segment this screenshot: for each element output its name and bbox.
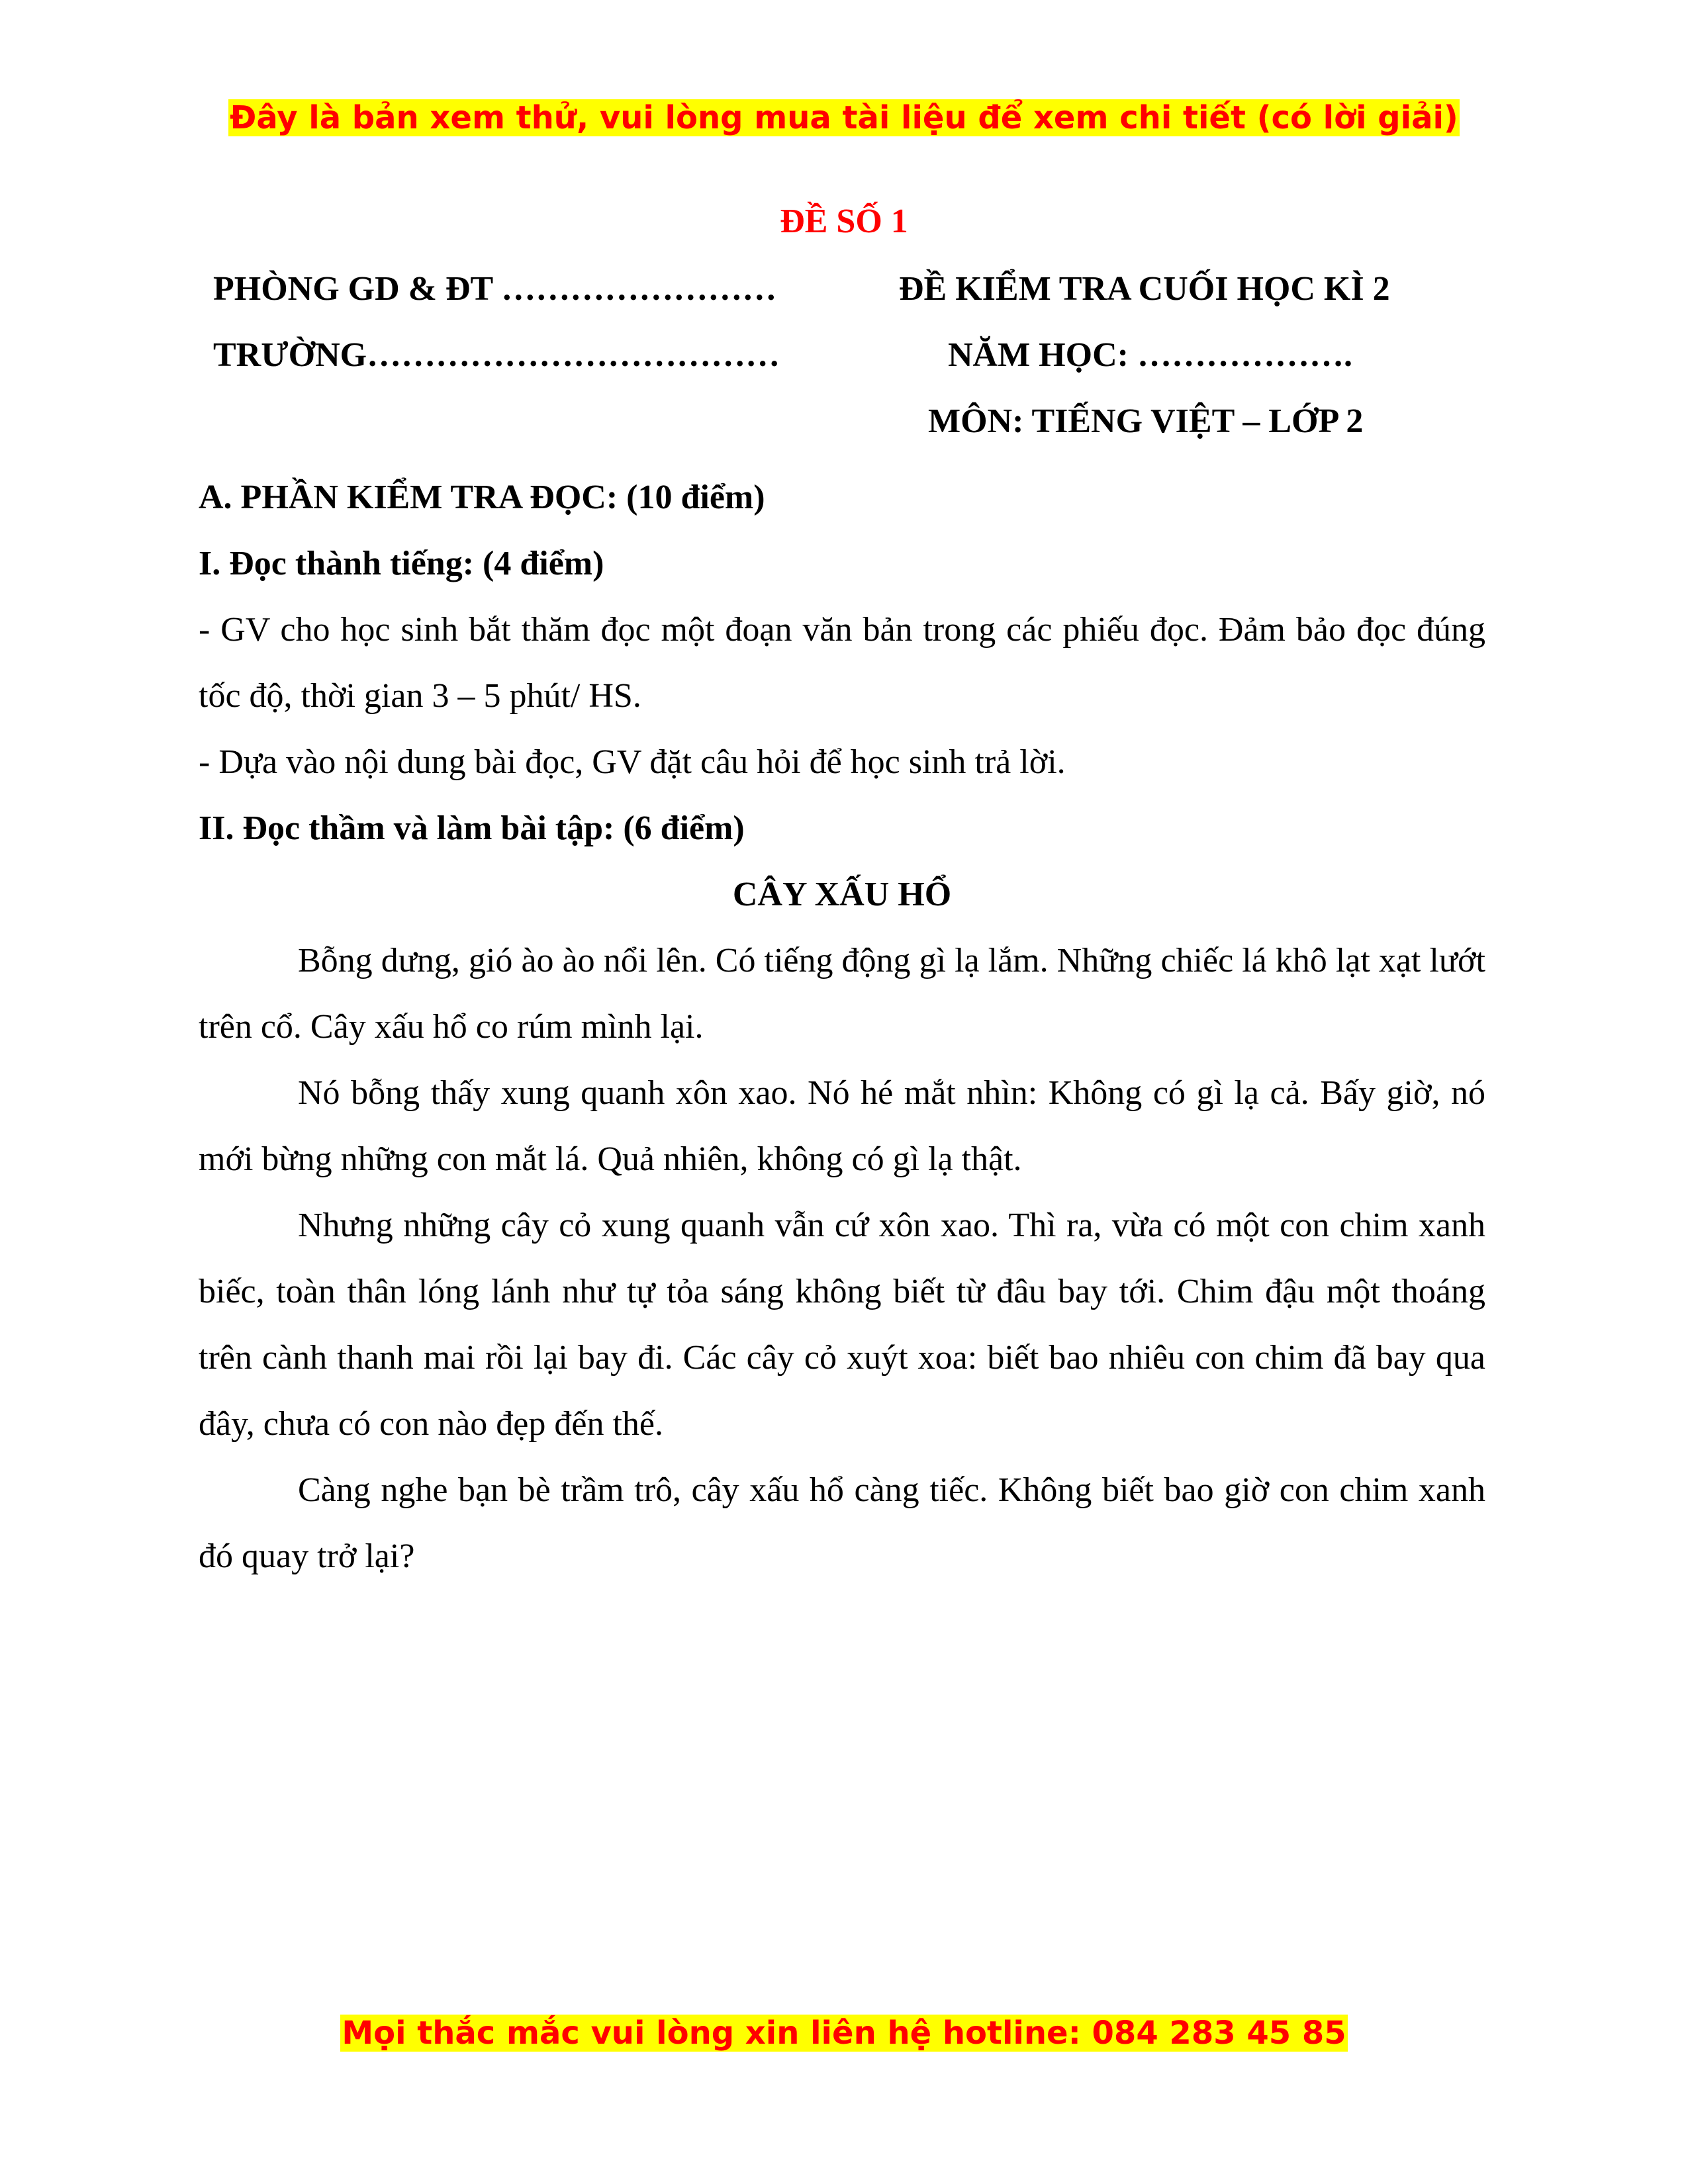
exam-title: ĐỀ KIỂM TRA CUỐI HỌC KÌ 2 [899,270,1390,308]
part-1-item-2: - Dựa vào nội dung bài đọc, GV đặt câu hỏi để học sinh trả lời. [199,743,1066,781]
story-paragraph-4: Càng nghe bạn bè trầm trô, cây xấu hổ càng tiếc. Không biết bao giờ con chim xanh đó quay trở lại? [199,1471,1485,1575]
exam-number: ĐỀ SỐ 1 [780,203,908,240]
part-1-heading: I. Đọc thành tiếng: (4 điểm) [199,545,604,582]
preview-notice-text: Đây là bản xem thử, vui lòng mua tài liệu để xem chi tiết (có lời giải) [230,99,1458,136]
hotline-notice [0,2013,1688,2053]
story-paragraph-2: Nó bỗng thấy xung quanh xôn xao. Nó hé mắt nhìn: Không có gì lạ cả. Bấy giờ, nó mới bừng những con mắt lá. Quả nhiên, không có gì lạ thật. [199,1074,1485,1178]
story-paragraph-3: Nhưng những cây cỏ xung quanh vẫn cứ xôn xao. Thì ra, vừa có một con chim xanh biếc, toàn thân lóng lánh như tự tỏa sáng không biết từ đâu bay tới. Chim đậu một thoáng trên cành thanh mai rồi lại bay đi. Các cây cỏ xuýt xoa: biết bao nhiêu con chim đã bay qua đây, chưa có con nào đẹp đến thế. [199,1206,1485,1443]
section-a-heading: A. PHẦN KIỂM TRA ĐỌC: (10 điểm) [199,478,765,516]
part-1-item-1: - GV cho học sinh bắt thăm đọc một đoạn văn bản trong các phiếu đọc. Đảm bảo đọc đúng tốc độ, thời gian 3 – 5 phút/ HS. [199,611,1485,715]
school-year: NĂM HỌC: ………………. [948,336,1352,374]
subject-line: MÔN: TIẾNG VIỆT – LỚP 2 [928,402,1364,440]
story-title: CÂY XẤU HỔ [732,876,952,913]
part-2-heading: II. Đọc thầm và làm bài tập: (6 điểm) [199,809,745,847]
preview-notice [0,98,1688,138]
department-line: PHÒNG GD & ĐT …………………… [213,270,777,308]
school-line: TRƯỜNG……………………………… [213,336,780,374]
hotline-notice-text: Mọi thắc mắc vui lòng xin liên hệ hotline: 084 283 45 85 [342,2015,1346,2052]
document-body [199,465,1485,1590]
story-paragraph-1: Bỗng dưng, gió ào ào nổi lên. Có tiếng động gì lạ lắm. Những chiếc lá khô lạt xạt lướt trên cổ. Cây xấu hổ co rúm mình lại. [199,942,1485,1046]
